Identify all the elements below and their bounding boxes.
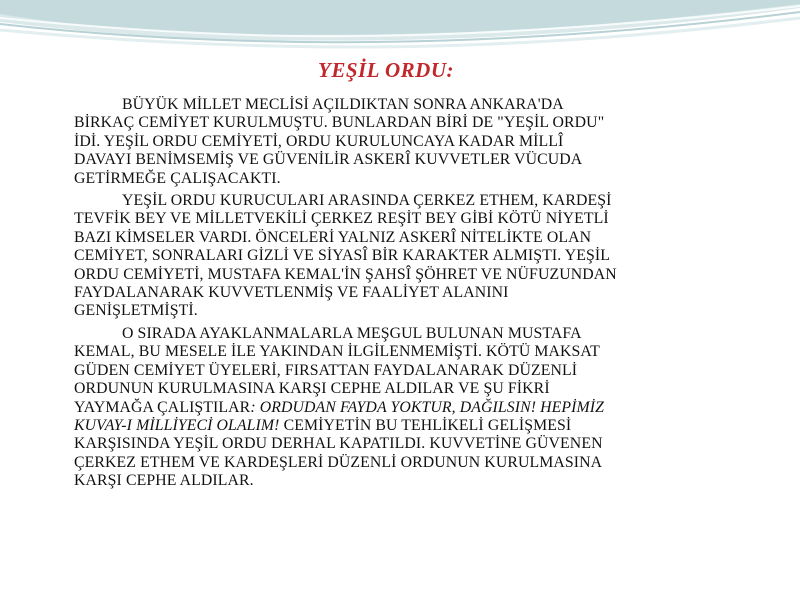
text-line: TEVFİK BEY VE MİLLETVEKİLİ ÇERKEZ REŞİT BEY GİBİ KÖTÜ NİYETLİ xyxy=(74,210,609,228)
text-line: KARŞISINDA YEŞİL ORDU DERHAL KAPATILDI. KUVVETİNE GÜVENEN xyxy=(74,435,603,453)
text-line: YEŞİL ORDU KURUCULARI ARASINDA ÇERKEZ ETHEM, KARDEŞİ xyxy=(122,192,612,210)
text-line: BİRKAÇ CEMİYET KURULMUŞTU. BUNLARDAN BİRİ DE "YEŞİL ORDU" xyxy=(74,114,605,132)
text-run: YAYMAĞA ÇALIŞTILAR xyxy=(74,398,251,416)
text-line: CEMİYET, SONRALARI GİZLİ VE SİYASÎ BİR KARAKTER ALMIŞTI. YEŞİL xyxy=(74,247,610,265)
text-line: KEMAL, BU MESELE İLE YAKINDAN İLGİLENMEMİŞTİ. KÖTÜ MAKSAT xyxy=(74,343,600,361)
text-line: BAZI KİMSELER VARDI. ÖNCELERİ YALNIZ ASKERÎ NİTELİKTE OLAN xyxy=(74,228,592,246)
document-body xyxy=(74,96,764,491)
text-line: ÇERKEZ ETHEM VE KARDEŞLERİ DÜZENLİ ORDUNUN KURULMASINA xyxy=(74,453,603,471)
text-line: GÜDEN CEMİYET ÜYELERİ, FIRSATTAN FAYDALANARAK DÜZENLİ xyxy=(74,361,578,379)
text-line: BÜYÜK MİLLET MECLİSİ AÇILDIKTAN SONRA ANKARA'DA xyxy=(122,96,564,113)
paragraph-2 xyxy=(74,192,764,321)
quoted-slogan: : ORDUDAN FAYDA YOKTUR, DAĞILSIN! HEPİMİZ xyxy=(250,398,605,416)
text-line: ORDU CEMİYETİ, MUSTAFA KEMAL'İN ŞAHSÎ ŞÖHRET VE NÜFUZUNDAN xyxy=(74,265,617,283)
paragraph-3 xyxy=(74,325,764,491)
text-run: CEMİYETİN BU TEHLİKELİ GELİŞMESİ xyxy=(279,416,572,434)
page-title: YEŞİL ORDU: xyxy=(318,58,454,82)
text-line xyxy=(74,417,764,435)
text-line: GENİŞLETMİŞTİ. xyxy=(74,302,198,320)
text-line xyxy=(74,399,764,417)
quoted-slogan: KUVAY-I MİLLİYECİ OLALIM! xyxy=(74,416,280,434)
paragraph-1 xyxy=(74,96,764,188)
text-line: FAYDALANARAK KUVVETLENMİŞ VE FAALİYET ALANINI xyxy=(74,284,509,302)
text-line: O SIRADA AYAKLANMALARLA MEŞGUL BULUNAN MUSTAFA xyxy=(122,324,582,342)
text-line: GETİRMEĞE ÇALIŞACAKTI. xyxy=(74,169,281,187)
text-line: ORDUNUN KURULMASINA KARŞI CEPHE ALDILAR VE ŞU FİKRİ xyxy=(74,380,550,398)
text-line: KARŞI CEPHE ALDILAR. xyxy=(74,472,254,490)
text-line: İDİ. YEŞİL ORDU CEMİYETİ, ORDU KURULUNCAYA KADAR MİLLÎ xyxy=(74,132,564,150)
text-line: DAVAYI BENİMSEMİŞ VE GÜVENİLİR ASKERÎ KUVVETLER VÜCUDA xyxy=(74,151,583,169)
